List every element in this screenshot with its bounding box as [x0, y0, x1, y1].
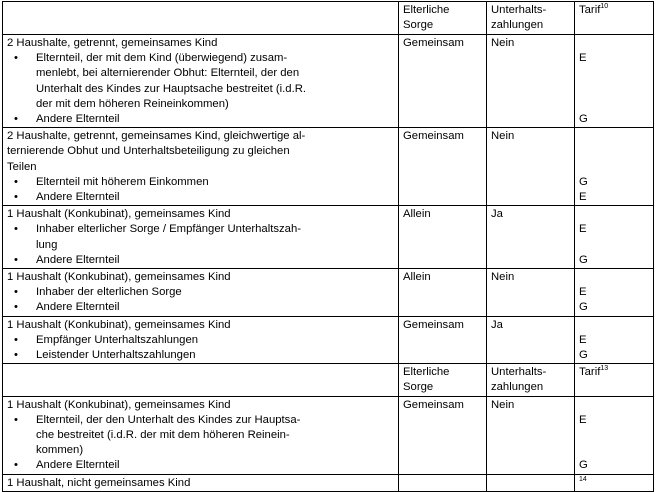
tarif-cell: [575, 316, 654, 364]
header-blank-cell: [3, 2, 399, 35]
unterhalt-cell: Nein: [487, 128, 575, 206]
case-cell: [3, 206, 399, 269]
case-text: Andere Elternteil: [36, 253, 120, 266]
unterhalt-cell: Nein: [487, 396, 575, 474]
case-title: 1 Haushalt (Konkubinat), gemeinsames Kind: [7, 208, 231, 221]
tarif-cell: [575, 128, 654, 206]
list-item: [7, 348, 394, 363]
tarif-cell: [575, 474, 654, 491]
bullet-icon: [7, 51, 36, 112]
header-sorge: Elterliche Sorge: [399, 2, 487, 35]
sorge-cell: [399, 474, 487, 491]
case-cell: [3, 128, 399, 206]
footnote-ref: 14: [579, 475, 587, 483]
bullet-icon: [7, 222, 36, 252]
bullet-icon: [7, 348, 36, 363]
case-cell: [3, 316, 399, 364]
sorge-cell: Gemeinsam: [399, 316, 487, 364]
sorge-cell: Gemeinsam: [399, 128, 487, 206]
tarif-cell: [575, 206, 654, 269]
table-row: [3, 396, 654, 474]
table-row: [3, 269, 654, 317]
list-item: [7, 175, 394, 190]
case-text: Andere Elternteil: [36, 301, 120, 314]
table-row: [3, 206, 654, 269]
header-tarif-label: Tarif: [579, 366, 601, 379]
case-text: Andere Elternteil: [36, 113, 120, 126]
tarif-cell: [575, 35, 654, 128]
tarif-value: G: [579, 175, 588, 188]
header-row: [3, 2, 654, 35]
table-row: [3, 128, 654, 206]
tarif-value: E: [579, 52, 587, 65]
case-title: 2 Haushalte, getrennt, gemeinsames Kind: [7, 37, 218, 49]
tarif-value: G: [579, 113, 588, 126]
table-row: [3, 316, 654, 364]
header-unterhalt: Unterhalts-zahlungen: [487, 364, 575, 396]
list-item: [7, 333, 394, 348]
tarif-value: E: [579, 191, 587, 204]
case-text: lung: [36, 238, 58, 251]
list-item: [7, 285, 394, 300]
case-text: Elternteil mit höherem Einkommen: [36, 175, 209, 188]
bullet-icon: [7, 333, 36, 348]
case-text: Elternteil, der mit dem Kind (überwiegend) zusam-: [36, 52, 288, 65]
list-item: [7, 458, 394, 473]
case-cell: [3, 269, 399, 317]
bullet-icon: [7, 190, 36, 205]
tarif-cell: [575, 396, 654, 474]
sorge-cell: Allein: [399, 269, 487, 317]
header-row: [3, 364, 654, 396]
case-text: Andere Elternteil: [36, 459, 120, 472]
tarif-cell: [575, 269, 654, 317]
header-tarif: [575, 2, 654, 35]
header-tarif: [575, 364, 654, 396]
bullet-icon: [7, 285, 36, 300]
table-row: [3, 35, 654, 128]
case-title: Teilen: [7, 160, 37, 173]
case-cell: [3, 396, 399, 474]
bullet-icon: [7, 300, 36, 315]
table-row: [3, 474, 654, 491]
list-item: [7, 413, 394, 459]
header-tarif-label: Tarif: [579, 4, 601, 16]
case-text: Elternteil, der den Unterhalt des Kindes zur Hauptsa-: [36, 413, 301, 426]
unterhalt-cell: [487, 474, 575, 491]
list-item: [7, 222, 394, 252]
bullet-icon: [7, 458, 36, 473]
sorge-cell: Allein: [399, 206, 487, 269]
tarif-value: G: [579, 459, 588, 472]
unterhalt-cell: Ja: [487, 206, 575, 269]
tarif-value: E: [579, 333, 587, 346]
case-title: 1 Haushalt (Konkubinat), gemeinsames Kind: [7, 318, 231, 331]
list-item: [7, 112, 394, 127]
tarif-value: E: [579, 413, 587, 426]
case-title: 1 Haushalt (Konkubinat), gemeinsames Kind: [7, 398, 231, 411]
footnote-ref: 10: [600, 3, 609, 11]
case-text: Unterhalt des Kindes zur Hauptsache bestreitet (i.d.R.: [36, 82, 307, 95]
case-text: Inhaber elterlicher Sorge / Empfänger Unterhaltszah-: [36, 223, 301, 236]
list-item: [7, 51, 394, 112]
bullet-icon: [7, 253, 36, 268]
case-text: Inhaber der elterlichen Sorge: [36, 286, 182, 299]
case-cell: [3, 35, 399, 128]
case-text: der mit dem höheren Reineinkommen): [36, 97, 229, 110]
footnote-ref: 13: [600, 365, 609, 373]
case-text: che bestreitet (i.d.R. der mit dem höheren Reinein-: [36, 429, 290, 442]
case-text: kommen): [36, 444, 84, 457]
bullet-icon: [7, 175, 36, 190]
case-text: Andere Elternteil: [36, 191, 120, 204]
unterhalt-cell: Nein: [487, 35, 575, 128]
header-unterhalt: Unterhalts-zahlungen: [487, 2, 575, 35]
sorge-cell: Gemeinsam: [399, 396, 487, 474]
bullet-icon: [7, 413, 36, 459]
tarif-value: G: [579, 301, 588, 314]
tarif-value: E: [579, 286, 587, 299]
list-item: [7, 190, 394, 205]
tarif-value: E: [579, 223, 587, 236]
document: [2, 1, 653, 492]
case-title: ternierende Obhut und Unterhaltsbeteiligung zu gleichen: [7, 145, 290, 158]
case-cell: 1 Haushalt, nicht gemeinsames Kind: [3, 474, 399, 491]
unterhalt-cell: Ja: [487, 316, 575, 364]
header-blank-cell: [3, 364, 399, 396]
tarif-value: G: [579, 253, 588, 266]
case-text: Empfänger Unterhaltszahlungen: [36, 333, 199, 346]
tariff-table: [2, 1, 654, 492]
tarif-value: G: [579, 349, 588, 362]
case-title: 2 Haushalte, getrennt, gemeinsames Kind, gleichwertige al-: [7, 130, 306, 143]
unterhalt-cell: Nein: [487, 269, 575, 317]
case-text: menlebt, bei alternierender Obhut: Elternteil, der den: [36, 67, 300, 80]
case-text: Leistender Unterhaltszahlungen: [36, 349, 196, 362]
bullet-icon: [7, 112, 36, 127]
case-title: 1 Haushalt (Konkubinat), gemeinsames Kind: [7, 271, 231, 284]
list-item: [7, 253, 394, 268]
sorge-cell: Gemeinsam: [399, 35, 487, 128]
list-item: [7, 300, 394, 315]
header-sorge: Elterliche Sorge: [399, 364, 487, 396]
